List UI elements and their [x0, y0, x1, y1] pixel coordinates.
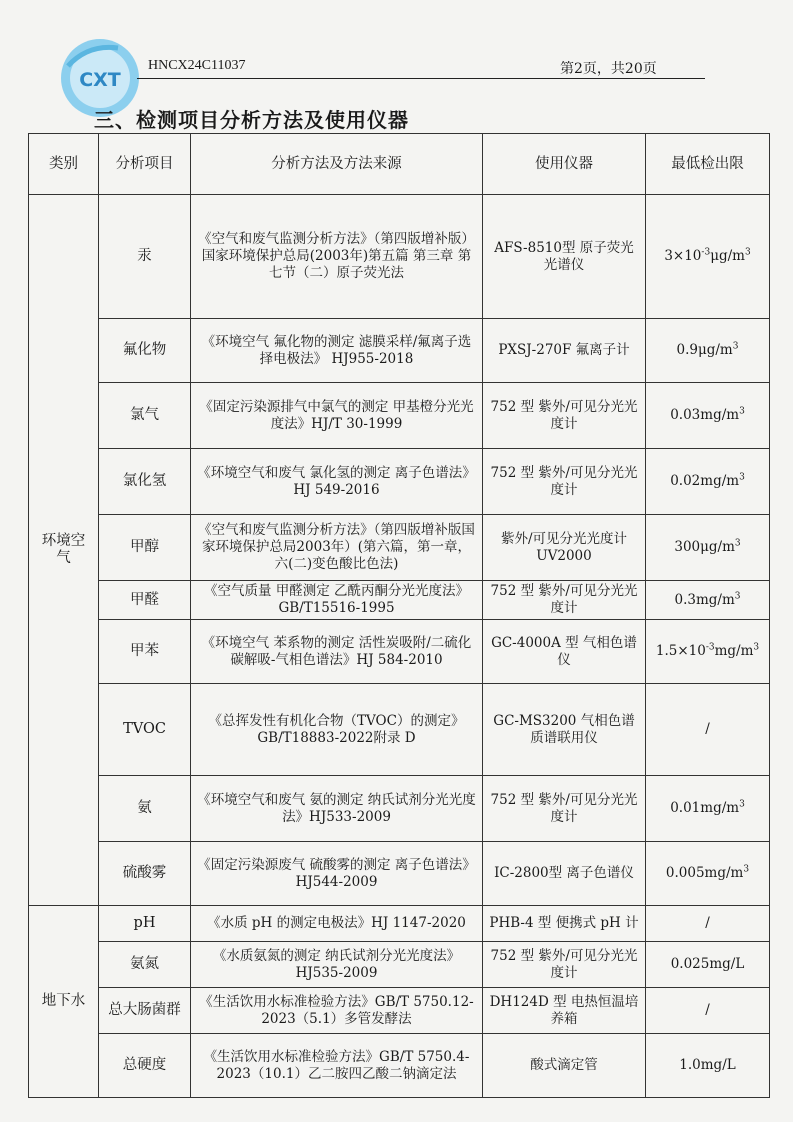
instrument-cell: 752 型 紫外/可见分光光度计 [483, 449, 646, 515]
item-cell: 氨氮 [99, 942, 191, 988]
limit-cell: $0.01mg/m^3$ [646, 776, 770, 842]
instrument-cell: 752 型 紫外/可见分光光度计 [483, 776, 646, 842]
limit-cell: $0.02mg/m^3$ [646, 449, 770, 515]
limit-cell: $0.005mg/m^3$ [646, 842, 770, 906]
method-cell: 《环境空气和废气 氨的测定 纳氏试剂分光光度法》HJ533-2009 [191, 776, 483, 842]
table-row [29, 319, 770, 383]
table-row [29, 515, 770, 581]
table-row [29, 684, 770, 776]
header-rule [137, 78, 705, 79]
item-cell: 甲苯 [99, 620, 191, 684]
table-row [29, 988, 770, 1034]
method-cell: 《空气质量 甲醛测定 乙酰丙酮分光光度法》GB/T15516-1995 [191, 581, 483, 620]
instrument-cell: 酸式滴定管 [483, 1034, 646, 1098]
item-cell: 氯气 [99, 383, 191, 449]
method-cell: 《固定污染源排气中氯气的测定 甲基橙分光光度法》HJ/T 30-1999 [191, 383, 483, 449]
method-cell: 《固定污染源废气 硫酸雾的测定 离子色谱法》HJ544-2009 [191, 842, 483, 906]
methods-table [28, 133, 770, 1098]
instrument-cell: PXSJ-270F 氟离子计 [483, 319, 646, 383]
item-cell: TVOC [99, 684, 191, 776]
table-body [29, 195, 770, 1098]
item-cell: 总硬度 [99, 1034, 191, 1098]
instrument-cell: DH124D 型 电热恒温培养箱 [483, 988, 646, 1034]
table-row [29, 449, 770, 515]
item-cell: 甲醇 [99, 515, 191, 581]
table-row [29, 1034, 770, 1098]
item-cell: 氯化氢 [99, 449, 191, 515]
header-instrument: 使用仪器 [483, 134, 646, 195]
header-category: 类别 [29, 134, 99, 195]
category-cell: 环境空气 [29, 195, 99, 906]
category-cell: 地下水 [29, 906, 99, 1098]
method-cell: 《水质 pH 的测定电极法》HJ 1147-2020 [191, 906, 483, 942]
instrument-cell: 752 型 紫外/可见分光光度计 [483, 581, 646, 620]
header-limit: 最低检出限 [646, 134, 770, 195]
item-cell: 氟化物 [99, 319, 191, 383]
method-cell: 《空气和废气监测分析方法》（第四版增补版）国家环境保护总局(2003年)第五篇 第三章 第七节（二）原子荧光法 [191, 195, 483, 319]
limit-cell: 0.025mg/L [646, 942, 770, 988]
instrument-cell: GC-4000A 型 气相色谱仪 [483, 620, 646, 684]
section-title: 三、检测项目分析方法及使用仪器 [94, 108, 409, 132]
instrument-cell: 752 型 紫外/可见分光光度计 [483, 942, 646, 988]
item-cell: 甲醛 [99, 581, 191, 620]
instrument-cell: PHB-4 型 便携式 pH 计 [483, 906, 646, 942]
table-header-row [29, 134, 770, 195]
table-row [29, 906, 770, 942]
logo-text: CXT [79, 69, 121, 91]
header-method: 分析方法及方法来源 [191, 134, 483, 195]
limit-cell: $0.03mg/m^3$ [646, 383, 770, 449]
method-cell: 《环境空气 氟化物的测定 滤膜采样/氟离子选择电极法》 HJ955-2018 [191, 319, 483, 383]
limit-cell: / [646, 906, 770, 942]
instrument-cell: GC-MS3200 气相色谱质谱联用仪 [483, 684, 646, 776]
method-cell: 《生活饮用水标准检验方法》GB/T 5750.12-2023（5.1）多管发酵法 [191, 988, 483, 1034]
method-cell: 《水质氨氮的测定 纳氏试剂分光光度法》HJ535-2009 [191, 942, 483, 988]
limit-cell: $3\times 10^{-3}\mu g/m^3$ [646, 195, 770, 319]
table-row [29, 581, 770, 620]
table-row [29, 942, 770, 988]
item-cell: 汞 [99, 195, 191, 319]
table-row [29, 195, 770, 319]
item-cell: 氨 [99, 776, 191, 842]
item-cell: 总大肠菌群 [99, 988, 191, 1034]
document-code: HNCX24C11037 [148, 58, 246, 73]
table-row [29, 383, 770, 449]
header-item: 分析项目 [99, 134, 191, 195]
instrument-cell: IC-2800型 离子色谱仪 [483, 842, 646, 906]
limit-cell: $0.9\mu g/m^3$ [646, 319, 770, 383]
table-row [29, 776, 770, 842]
limit-cell: $0.3mg/m^3$ [646, 581, 770, 620]
item-cell: pH [99, 906, 191, 942]
method-cell: 《空气和废气监测分析方法》（第四版增补版国家环境保护总局2003年）(第六篇，第一章，六(二)变色酸比色法) [191, 515, 483, 581]
item-cell: 硫酸雾 [99, 842, 191, 906]
limit-cell: $300\mu g/m^3$ [646, 515, 770, 581]
instrument-cell: AFS-8510型 原子荧光光谱仪 [483, 195, 646, 319]
method-cell: 《环境空气和废气 氯化氢的测定 离子色谱法》 HJ 549-2016 [191, 449, 483, 515]
limit-cell: $1.5\times 10^{-3}mg/m^3$ [646, 620, 770, 684]
table-row [29, 842, 770, 906]
table-row [29, 620, 770, 684]
limit-cell: / [646, 988, 770, 1034]
page-indicator: 第2页，共20页 [560, 61, 657, 77]
limit-cell: / [646, 684, 770, 776]
limit-cell: 1.0mg/L [646, 1034, 770, 1098]
method-cell: 《环境空气 苯系物的测定 活性炭吸附/二硫化碳解吸-气相色谱法》HJ 584-2010 [191, 620, 483, 684]
instrument-cell: 752 型 紫外/可见分光光度计 [483, 383, 646, 449]
instrument-cell: 紫外/可见分光光度计 UV2000 [483, 515, 646, 581]
method-cell: 《生活饮用水标准检验方法》GB/T 5750.4-2023（10.1）乙二胺四乙酸二钠滴定法 [191, 1034, 483, 1098]
method-cell: 《总挥发性有机化合物（TVOC）的测定》GB/T18883-2022附录 D [191, 684, 483, 776]
